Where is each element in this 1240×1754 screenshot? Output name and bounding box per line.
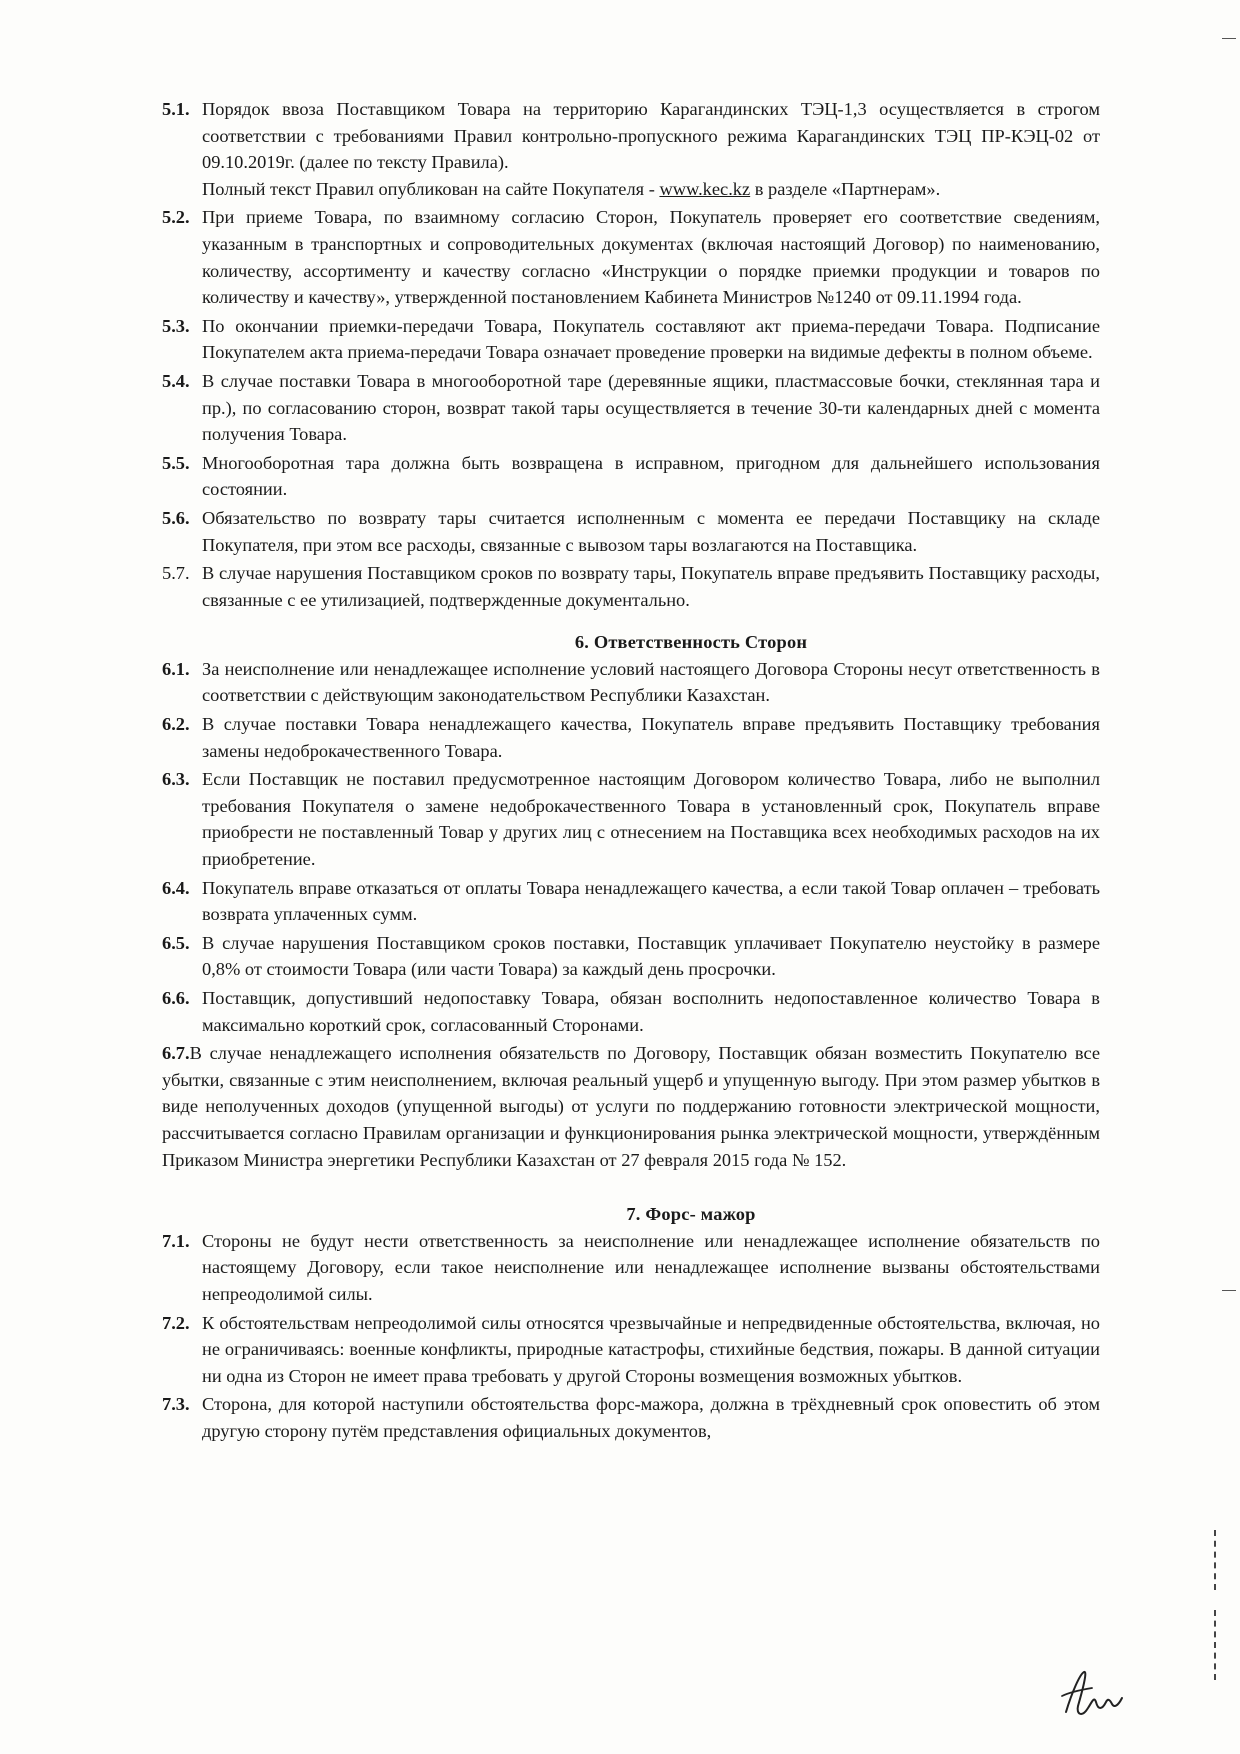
clause-body: [202, 96, 1100, 202]
clause-6-6: [162, 985, 1100, 1038]
clause-7-3: [162, 1391, 1100, 1444]
clause-5-7: [162, 560, 1100, 613]
section-6-title: 6. Ответственность Сторон: [574, 632, 808, 653]
clause-text-part: в разделе «Партнерам».: [750, 178, 941, 199]
clause-number: 6.2.: [162, 714, 190, 735]
clause-number: 6.6.: [162, 988, 190, 1008]
clause-text: Поставщик, допустивший недопоставку Товара, обязан восполнить недопоставленное количество Товара в максимально короткий срок, согласованный Сторонами.: [202, 988, 1100, 1035]
clause-number: 7.1.: [162, 1230, 190, 1251]
spacer: [162, 1175, 1100, 1201]
clause-number: 5.4.: [162, 370, 190, 391]
clause-number: 7.3.: [162, 1394, 190, 1415]
clause-text: Многооборотная тара должна быть возвращена в исправном, пригодном для дальнейшего использования состоянии.: [202, 452, 1100, 500]
clause-text: В случае нарушения Поставщиком сроков по возврату тары, Покупатель вправе предъявить Поставщику расходы, связанные с ее утилизацией, подтвержденные документально.: [202, 563, 1100, 610]
scan-edge-dots: [1214, 1610, 1226, 1680]
clause-number: 5.6.: [162, 507, 190, 528]
clause-text: В случае поставки Товара ненадлежащего качества, Покупатель вправе предъявить Поставщику требования замены недоброкачественного Товара.: [202, 714, 1100, 761]
clause-5-1: [162, 96, 1100, 202]
clause-text: Порядок ввоза Поставщиком Товара на территорию Карагандинских ТЭЦ-1,3 осуществляется в строгом соответствии с требованиями Правил контрольно-пропускного режима Карагандинских ТЭЦ ПР-КЭЦ-02 от 09.10.2019г. (далее по тексту Правила).: [202, 99, 1100, 173]
clause-5-4: [162, 368, 1100, 448]
scan-edge-mark: [1222, 38, 1236, 39]
clause-number: 5.1.: [162, 99, 190, 119]
clause-5-6: [162, 505, 1100, 558]
clause-text-part: Полный текст Правил опубликован на сайте Покупателя -: [202, 178, 660, 199]
clause-number: 5.5.: [162, 452, 190, 473]
clause-number: 6.3.: [162, 769, 190, 790]
clause-text: По окончании приемки-передачи Товара, Покупатель составляют акт приема-передачи Товара. Подписание Покупателем акта приема-передачи Товара означает проведение проверки на видимые дефекты в полном объеме.: [202, 315, 1100, 363]
website-link[interactable]: www.kec.kz: [659, 178, 751, 199]
clause-number: 5.7.: [162, 563, 190, 584]
scan-edge-dots: [1214, 1530, 1226, 1590]
clause-7-1: [162, 1228, 1100, 1308]
clause-text: Покупатель вправе отказаться от оплаты Товара ненадлежащего качества, а если такой Товар оплачен – требовать возврата уплаченных сумм.: [202, 877, 1100, 925]
signature-icon: [1058, 1662, 1130, 1724]
clause-6-1: [162, 656, 1100, 709]
clause-number: 6.4.: [162, 877, 190, 898]
clause-text: При приеме Товара, по взаимному согласию Сторон, Покупатель проверяет его соответствие сведениям, указанным в транспортных и сопроводительных документах (включая настоящий Договор) по наименованию, количеству, ассортименту и качеству согласно «Инструкции о порядке приемки продукции и товаров по количеству и качеству», утвержденной постановлением Кабинета Министров №1240 от 09.11.1994 года.: [202, 207, 1100, 308]
clause-number: 5.2.: [162, 207, 190, 228]
clause-7-2: [162, 1310, 1100, 1390]
clause-6-2: [162, 711, 1100, 764]
clause-5-3: [162, 313, 1100, 366]
clause-text: В случае ненадлежащего исполнения обязательств по Договору, Поставщик обязан возместить Покупателю все убытки, связанные с этим неисполнением, включая реальный ущерб и упущенную выгоду. При этом размер убытков в виде неполученных доходов (упущенной выгоды) от услуги по поддержанию готовности электрической мощности, рассчитывается согласно Правилам организации и функционирования рынка электрической мощности, утверждённым Приказом Министра энергетики Республики Казахстан от 27 февраля 2015 года № 152.: [162, 1043, 1100, 1170]
clause-text: Обязательство по возврату тары считается исполненным с момента ее передачи Поставщику на складе Покупателя, при этом все расходы, связанные с вывозом тары возлагаются на Поставщика.: [202, 507, 1100, 555]
clause-6-3: [162, 766, 1100, 872]
section-7-title: 7. Форс- мажор: [626, 1204, 756, 1225]
clause-number: 7.2.: [162, 1312, 190, 1333]
clause-5-5: [162, 450, 1100, 503]
clause-6-7: [162, 1040, 1100, 1173]
clause-text-continued: [202, 176, 1100, 203]
document-body: [162, 96, 1100, 1447]
clause-6-5: [162, 930, 1100, 983]
clause-number: 6.7.: [162, 1043, 190, 1064]
clause-number: 5.3.: [162, 315, 190, 336]
clause-number: 6.5.: [162, 932, 190, 953]
scan-edge-mark: [1222, 1290, 1236, 1291]
clause-text: В случае поставки Товара в многооборотной таре (деревянные ящики, пластмассовые бочки, стеклянная тара и пр.), по согласованию сторон, возврат такой тары осуществляется в течение 30-ти календарных дней с момента получения Товара.: [202, 370, 1100, 445]
clause-text: К обстоятельствам непреодолимой силы относятся чрезвычайные и непредвиденные обстоятельства, включая, но не ограничиваясь: военные конфликты, природные катастрофы, стихийные бедствия, пожары. В данной ситуации ни одна из Сторон не имеет права требовать у другой Стороны возмещения возможных убытков.: [202, 1312, 1100, 1386]
clause-text: За неисполнение или ненадлежащее исполнение условий настоящего Договора Стороны несут ответственность в соответствии с действующим законодательством Республики Казахстан.: [202, 658, 1100, 706]
clause-5-2: [162, 204, 1100, 310]
clause-text: Если Поставщик не поставил предусмотренное настоящим Договором количество Товара, либо не выполнил требования Покупателя о замене недоброкачественного Товара в установленный срок, Покупатель вправе приобрести не поставленный Товар у других лиц с отнесением на Поставщика всех необходимых расходов на их приобретение.: [202, 769, 1100, 870]
clause-text: Сторона, для которой наступили обстоятельства форс-мажора, должна в трёхдневный срок оповестить об этом другую сторону путём представления официальных документов,: [202, 1394, 1100, 1441]
clause-number: 6.1.: [162, 658, 190, 679]
clause-6-4: [162, 875, 1100, 928]
clause-text: Стороны не будут нести ответственность за неисполнение или ненадлежащее исполнение обязательств по настоящему Договору, если такое неисполнение или ненадлежащее исполнение вызваны обстоятельствами непреодолимой силы.: [202, 1230, 1100, 1304]
clause-text: В случае нарушения Поставщиком сроков поставки, Поставщик уплачивает Покупателю неустойку в размере 0,8% от стоимости Товара (или части Товара) за каждый день просрочки.: [202, 932, 1100, 980]
